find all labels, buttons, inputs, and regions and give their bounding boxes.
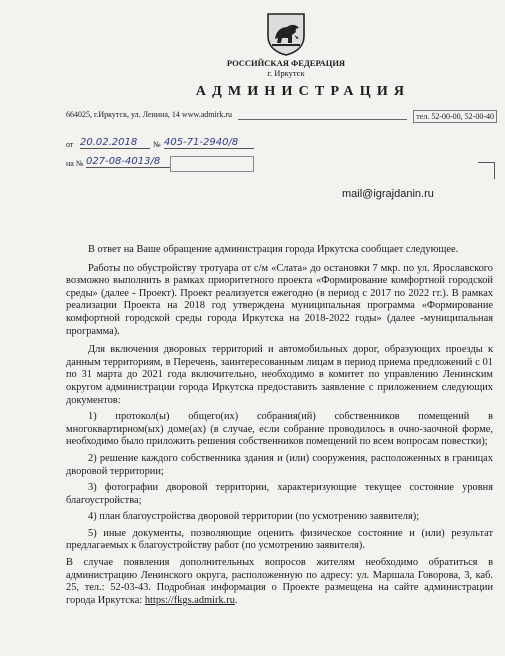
address-line (66, 110, 497, 123)
website-link[interactable]: https://fkgs.admirk.ru (144, 594, 235, 606)
letter-body (66, 244, 493, 613)
paragraph: Для включения дворовых территорий и автомобильных дорог, образующих проезды к данным территориям, в Перечень, заинтересованным лицам в период приема предложений с 01 по 31 марта до 2021 года включительно, необходимо в комитет по управлению Ленинским округом администрации города Иркутска предоставить заявление с приложением следующих документов: (66, 344, 493, 406)
recipient-email: mail@igrajdanin.ru (342, 188, 434, 200)
federation-title: РОССИЙСКАЯ ФЕДЕРАЦИЯ (226, 58, 346, 68)
from-label: от (66, 140, 74, 149)
list-item: 4) план благоустройства дворовой территории (по усмотрению заявителя); (88, 511, 420, 523)
outgoing-registration (66, 137, 256, 153)
coat-of-arms-icon (266, 12, 306, 56)
list-item: 1) протокол(ы) общего(их) собрания(ий) собственников помещений в многоквартирном(ых) доме(ах) (в случае, если собрание проводилось в очно-заочной форме, необходимо было приложить решения собственников помещений по всем вопросам повестки); (66, 411, 493, 448)
incoming-registration (66, 156, 256, 172)
number-label: № (153, 140, 161, 149)
incoming-date-box (170, 156, 254, 172)
city-title: г. Иркутск (267, 68, 305, 78)
administration-title: АДМИНИСТРАЦИЯ (195, 84, 411, 99)
closing-text: В случае появления дополнительных вопросов жителям необходимо обратиться в администрацию Ленинского округа, расположенную по адресу: ул. Маршала Говорова, 3, каб. 25, тел.: 52-03-43. Подробная информация о Проекте размещена на сайте администрации города Иркутска: (66, 557, 493, 606)
list-item: 3) фотографии дворовой территории, характеризующие текущее состояние уровня благоустройства; (66, 482, 493, 506)
closing-paragraph (66, 557, 493, 607)
address-block-corner (478, 162, 495, 179)
paragraph: Работы по обустройству тротуара от с/м «Слата» до остановки 7 мкр. по ул. Ярославского возможно выполнить в рамках приоритетного проекта «Формирование комфортной городской среды» (далее - Проект). Проект реализуется ежегодно (в период с 2017 по 2022 гг.). В рамках реализации Проекта на 2018 год утверждена муниципальная программа «Формирование комфортной городской среды города Иркутска на 2018-2022 годы» (далее -муниципальная программа). (66, 262, 493, 337)
registration-date: 20.02.2018 (80, 137, 150, 149)
address-text: 664025, г.Иркутск, ул. Ленина, 14 www.admirk.ru (66, 110, 233, 119)
address-divider (238, 119, 407, 120)
incoming-number: 027-08-4013/8 (86, 156, 170, 168)
list-item: 5) иные документы, позволяющие оценить физическое состояние и (или) результат предлагаемых к благоустройству работ (по усмотрению заявителя). (66, 527, 493, 552)
list-item: 2) решение каждого собственника здания и (или) сооружения, расположенных в границах дворовой территории; (66, 452, 493, 477)
phone-numbers: тел. 52-00-00, 52-00-40 (413, 110, 497, 123)
closing-end: . (234, 594, 238, 606)
outgoing-number: 405-71-2940/8 (164, 137, 254, 149)
paragraph: В ответ на Ваше обращение администрация города Иркутска сообщает следующее. (88, 244, 459, 255)
incoming-label: на № (66, 159, 84, 168)
